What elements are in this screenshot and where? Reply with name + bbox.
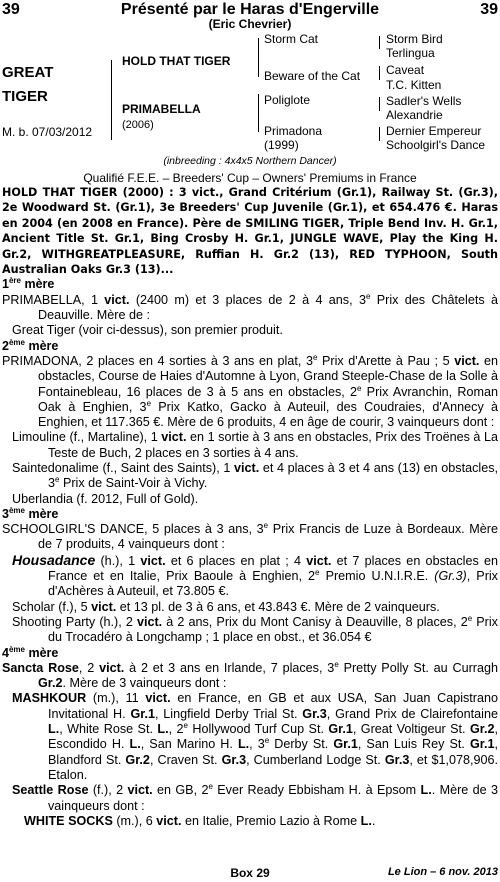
dam-name: PRIMABELLA: [122, 102, 201, 116]
bracket-line: [379, 127, 380, 141]
section-heading: 2ème mère: [2, 337, 59, 353]
box-number: Box 29: [230, 866, 270, 880]
dam-sire: Poliglote: [264, 93, 311, 107]
lot-number-right: 39: [480, 1, 498, 18]
bracket-line: [379, 36, 380, 49]
bracket-line: [379, 66, 380, 80]
offspring-item: Scholar (f.), 5 vict. et 13 pl. de 3 à 6 ans, et 43.843 €. Mère de 2 vainqueurs.: [12, 599, 440, 614]
sire-sire: Storm Cat: [264, 32, 319, 46]
ss-sire: Storm Bird: [386, 32, 443, 46]
horse-info: M. b. 07/03/2012: [2, 125, 93, 139]
qualification-line: Qualifié F.E.E. – Breeders' Cup – Owners' Premiums in France: [83, 171, 417, 185]
bracket-line: [111, 60, 112, 140]
source-note: Le Lion – 6 nov. 2013: [387, 866, 498, 878]
page-footer: [0, 866, 500, 882]
section-heading: 4ème mère: [2, 644, 59, 660]
offspring-item: Seattle Rose (f.), 2 vict. en GB, 2e Ever Ready Ebbisham H. à Epsom L.. Mère de 3 vainqueurs dont :: [12, 782, 499, 813]
sd-sire: Caveat: [386, 63, 425, 77]
sire-dam: Beware of the Cat: [264, 69, 361, 83]
dam-dam-year: (1999): [264, 138, 299, 152]
first-dam-record: PRIMABELLA, 1 vict. (2400 m) et 3 places de 2 à 4 ans, 3e Prix des Châtelets à Deauville. Mère de :: [2, 291, 498, 323]
inbreeding-note: (inbreeding : 4x4x5 Northern Dancer): [163, 155, 337, 167]
dam-dam: Primadona: [264, 124, 323, 138]
offspring-item: Limouline (f., Martaline), 1 vict. en 1 sortie à 3 ans en obstacles, Prix des Troënes à La Teste de Buch, 2 places en 3 sorties à 4 ans.: [12, 430, 498, 460]
offspring-item: MASHKOUR (m.), 11 vict. en France, en GB et aux USA, San Juan Capistrano Invitational H. Gr.1, Lingfield Derby Trial St. Gr.3, Grand Prix de Clairefontaine L., White Rose St. L., 2e Hollywood Turf Cup St. Gr.1, Great Voltigeur St. Gr.2, Escondido H. L., San Marino H. L., 3e Derby St. Gr.1, San Luis Rey St. Gr.1, Blandford St. Gr.2, Craven St. Gr.3, Cumberland Lodge St. Gr.3, et $1,078,906. Etalon.: [12, 691, 498, 782]
section-heading: 1ère mère: [2, 276, 55, 292]
dam-year: (2006): [122, 119, 154, 131]
offspring-item: Great Tiger (voir ci-dessus), son premier produit.: [12, 323, 283, 338]
bracket-line: [258, 38, 259, 77]
dd-sire: Dernier Empereur: [386, 124, 482, 138]
sd-dam: T.C. Kitten: [386, 78, 442, 92]
ss-dam: Terlingua: [386, 46, 435, 60]
section-heading: 3ème mère: [2, 505, 59, 521]
dd-dam: Schoolgirl's Dance: [386, 138, 486, 152]
second-dam-record: PRIMADONA, 2 places en 4 sorties à 3 ans en plat, 3e Prix d'Arette à Pau ; 5 vict. en obstacles, Course de Haies d'Automne à Lyon, Grand Steeple-Chase de la Solle à Fontainebleau, 16 places de 3 à 5 ans en obstacles, 2e Prix Avranchin, Roman Oak à Enghien, 3e Prix Katko, Gacko à Auteuil, des Coudraies, d'Annecy à Enghien, et 117.365 €. Mère de 6 produits, 4 en âge de courir, 3 vainqueurs dont :: [2, 352, 498, 430]
lot-number-left: 39: [2, 1, 20, 18]
sire-record: HOLD THAT TIGER (2000) : 3 vict., Grand Critérium (Gr.1), Railway St. (Gr.3), 2e Woodward St. (Gr.1), 3e Breeders' Cup Juvenile (Gr.1), et 654.476 €. Haras en 2004 (en 2008 en France). Père de SMILING TIGER, Triple Bend Inv. H. Gr.1, Ancient Title St. Gr.1, Bing Crosby H. Gr.1, JUNGLE WAVE, Play the King H. Gr.2, WITHGREATPLEASURE, Ruffian H. Gr.2 (13), RED TYPHOON, South Australian Oaks Gr.3 (13)...: [2, 186, 498, 277]
horse-name-line1: GREAT: [2, 64, 54, 81]
third-dam-record: SCHOOLGIRL'S DANCE, 5 places à 3 ans, 3e Prix Francis de Luze à Bordeaux. Mère de 7 produits, 4 vainqueurs dont :: [2, 521, 498, 552]
offspring-item: Uberlandia (f. 2012, Full of Gold).: [12, 491, 199, 506]
horse-name-line2: TIGER: [2, 88, 48, 105]
bracket-line: [258, 94, 259, 132]
consignor: (Eric Chevrier): [208, 17, 292, 31]
ds-sire: Sadler's Wells: [386, 94, 462, 108]
ds-dam: Alexandrie: [386, 108, 443, 122]
offspring-item: WHITE SOCKS (m.), 6 vict. en Italie, Premio Lazio à Rome L..: [24, 813, 376, 828]
page-title: Présenté par le Haras d'Engerville: [120, 1, 380, 18]
bracket-line: [379, 97, 380, 111]
offspring-item: Shooting Party (h.), 2 vict. à 2 ans, Prix du Mont Canisy à Deauville, 8 places, 2e Prix du Trocadéro à Longchamp ; 1 place en obst., et 36.054 €: [12, 613, 498, 645]
fourth-dam-record: Sancta Rose, 2 vict. à 2 et 3 ans en Irlande, 7 places, 3e Pretty Polly St. au Curragh Gr.2. Mère de 3 vainqueurs dont :: [2, 659, 498, 691]
sire-name: HOLD THAT TIGER: [122, 54, 231, 68]
offspring-item: Saintedonalime (f., Saint des Saints), 1 vict. et 4 places à 3 et 4 ans (13) en obstacles, 3e Prix de Saint-Voir à Vichy.: [12, 461, 499, 491]
offspring-item: Housadance (h.), 1 vict. et 6 places en plat ; 4 vict. et 7 places en obstacles en France et en Italie, Prix Baoule à Enghien, 2e Premio U.N.I.R.E. (Gr.3), Prix d'Achères à Auteuil, et 73.805 €.: [12, 551, 499, 599]
pedigree-table: [0, 32, 500, 192]
pedigree-notes: [2, 185, 498, 829]
